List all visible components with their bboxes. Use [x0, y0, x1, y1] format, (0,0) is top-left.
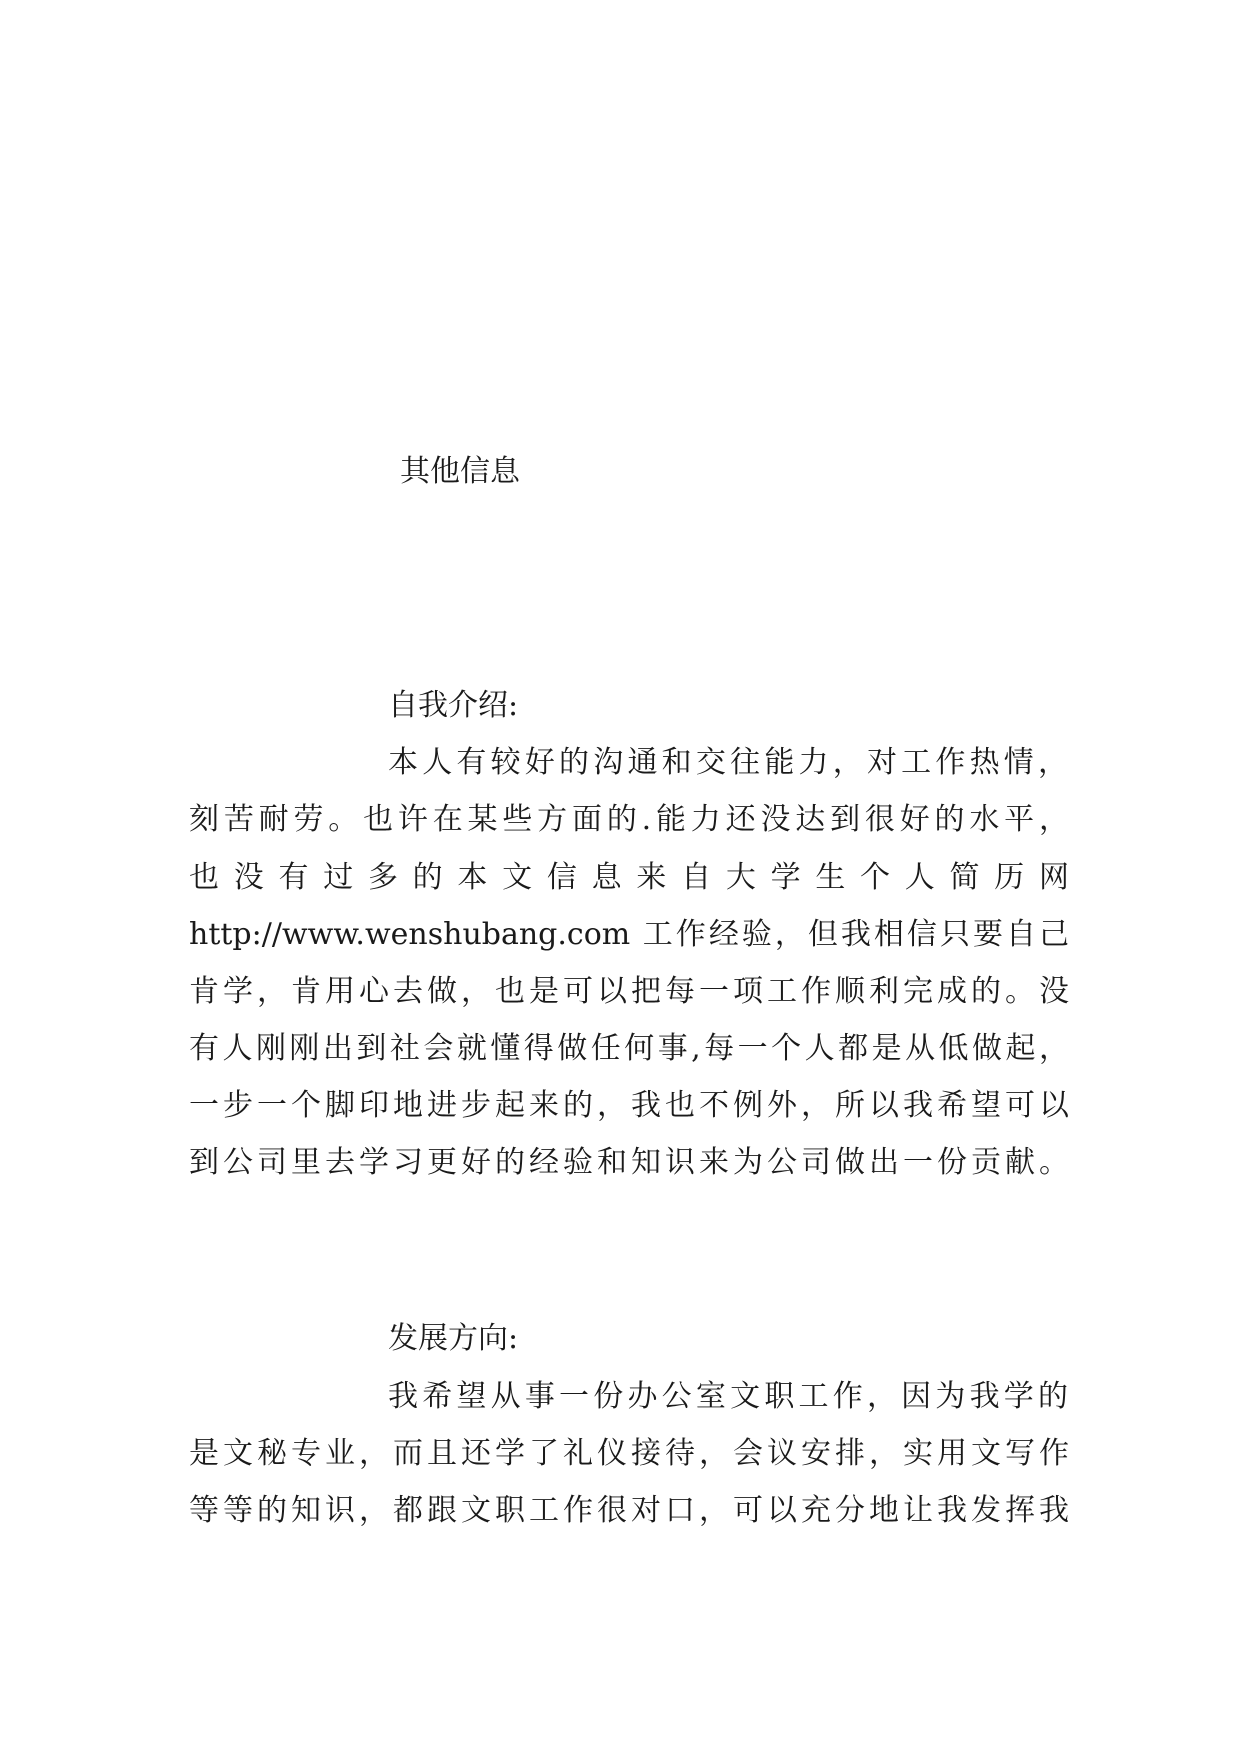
self-intro-line: 本人有较好的沟通和交往能力，对工作热情， [388, 745, 1068, 780]
self-intro-line: 有人刚刚出到社会就懂得做任何事,每一个人都是从低做起， [189, 1031, 1069, 1066]
self-intro-line: http://www.wenshubang.com 工作经验，但我相信只要自己 [189, 917, 1069, 952]
self-intro-line: 一步一个脚印地进步起来的，我也不例外，所以我希望可以 [189, 1088, 1069, 1123]
section-title: 其他信息 [400, 454, 520, 489]
self-intro-line: 肯学，肯用心去做，也是可以把每一项工作顺利完成的。没 [189, 974, 1069, 1009]
development-line: 我希望从事一份办公室文职工作，因为我学的 [388, 1379, 1068, 1414]
self-intro-line: 刻苦耐劳。也许在某些方面的.能力还没达到很好的水平， [189, 802, 1069, 837]
self-intro-heading: 自我介绍: [388, 688, 519, 723]
self-intro-line: 到公司里去学习更好的经验和知识来为公司做出一份贡献。 [189, 1145, 1069, 1180]
development-line: 是文秘专业，而且还学了礼仪接待，会议安排，实用文写作 [189, 1436, 1069, 1471]
development-heading: 发展方向: [388, 1321, 519, 1356]
self-intro-line: 也没有过多的本文信息来自大学生个人简历网 [189, 860, 1069, 895]
development-line: 等等的知识，都跟文职工作很对口，可以充分地让我发挥我 [189, 1493, 1069, 1528]
